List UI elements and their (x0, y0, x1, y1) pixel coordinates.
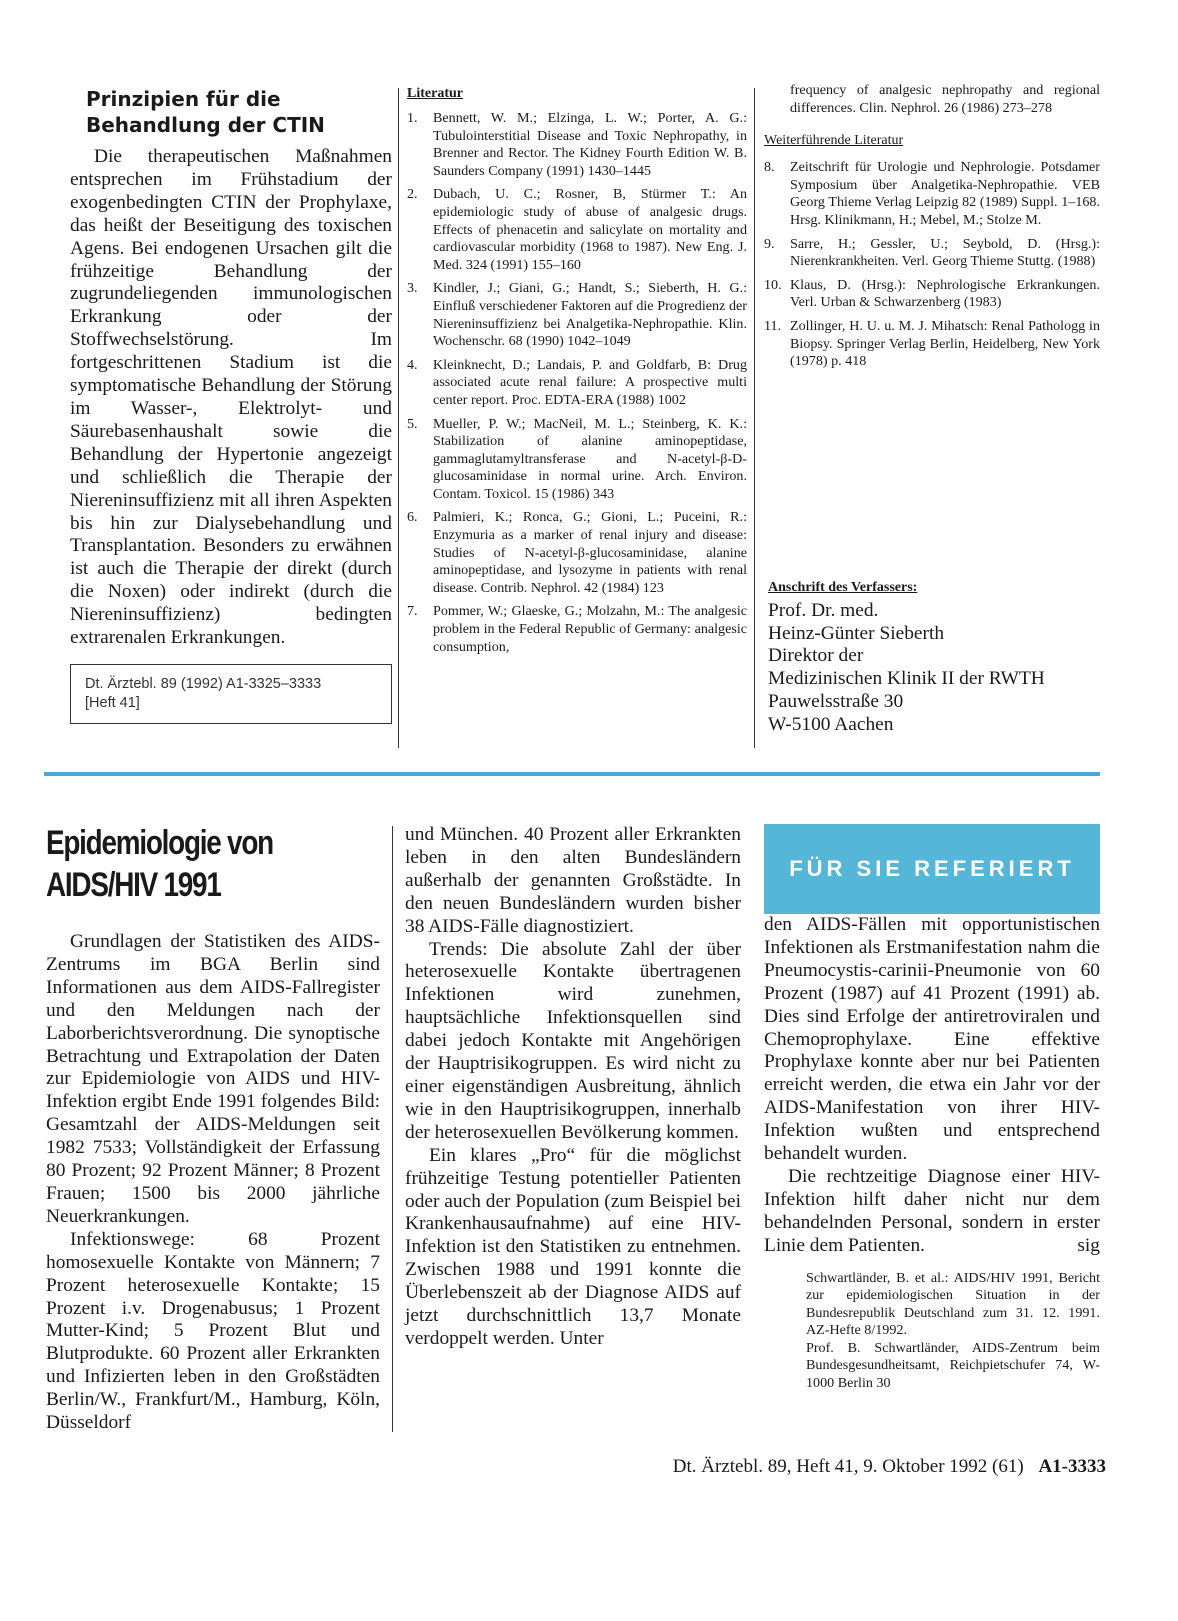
aids-column-2 (405, 824, 741, 1351)
author-address-heading: Anschrift des Verfassers: (768, 580, 918, 595)
reference-text: Zollinger, H. U. u. M. J. Mihatsch: Renal Pathologg in Biopsy. Springer Verlag Berlin, Heidelberg, New York (1978) p. 418 (790, 317, 1100, 370)
reference-number: 5. (407, 415, 418, 432)
column-divider (754, 88, 755, 748)
further-reference-list (764, 159, 1100, 371)
aids-column-1 (46, 822, 380, 1435)
reference-text: Klaus, D. (Hrsg.): Nephrologische Erkrankungen. Verl. Urban & Schwarzenberg (1983) (790, 276, 1100, 311)
column-divider (392, 826, 393, 1432)
aids-paragraph: Ein klares „Pro“ für die möglichst frühzeitige Testung potentieller Patienten oder auch der Population (zum Beispiel bei Krankenhausaufnahme) auf eine HIV-Infektion ist den Statistiken zu entnehmen. Zwischen 1988 und 1991 konnte die Überlebenszeit ab der Diagnose AIDS auf jetzt durchschnittlich 13,7 Monate verdoppelt werden. Unter (405, 1144, 742, 1349)
aids-paragraph: Infektionswege: 68 Prozent homosexuelle Kontakte von Männern; 7 Prozent heterosexuelle Kontakte; 15 Prozent i.v. Drogenabusus; 1 Prozent Mutter-Kind; 5 Prozent Blut und Blutprodukte. 60 Prozent aller Erkrankten und Infizierten leben in den Großstädten Berlin/W., Frankfurt/M., Hamburg, Köln, Düsseldorf (46, 1228, 380, 1434)
reference-item (764, 318, 1100, 371)
reference-item (407, 416, 747, 504)
source-notes (764, 1270, 1100, 1393)
reference-number: 11. (764, 317, 782, 334)
ctin-body: Die therapeutischen Maßnahmen entsprechen im Frühstadium der exogenbedingten CTIN der Prophylaxe, das heißt der Beseitigung des toxischen Agens. Bei endogenen Ursachen gilt die frühzeitige Behandlung der zugrundeliegenden immunologischen Erkrankung oder der Stoffwechselstörung. Im fortgeschrittenen Stadium ist die symptomatische Behandlung der Störung im Wasser-, Elektrolyt- und Säurebasenhaushalt sowie die Behandlung der Hypertonie angezeigt und schließlich die Therapie der Niereninsuffizienz mit all ihren Aspekten bis hin zur Dialysebehandlung und Transplantation. Besonders zu erwähnen ist auch die Therapie der direkt (durch die Noxen) oder indirekt (durch die Niereninsuffizienz) bedingten extrarenalen Erkrankungen. (70, 146, 392, 649)
section-divider (44, 772, 1100, 776)
fuer-sie-referiert-banner (764, 824, 1100, 914)
author-address (768, 580, 1108, 736)
reference-number: 1. (407, 110, 418, 126)
reference-item (407, 357, 747, 410)
reference-item (764, 277, 1100, 312)
author-line: Direktor der (768, 645, 864, 667)
reference-text: Sarre, H.; Gessler, U.; Seybold, D. (Hrsg.): Nierenkrankheiten. Verl. Georg Thieme Stuttg. (1988) (790, 235, 1100, 270)
source-citation: Schwartländer, B. et al.: AIDS/HIV 1991, Bericht zur epidemiologischen Situation in der Bundesrepublik Deutschland zum 31. 12. 1991. AZ-Hefte 8/1992. (806, 1269, 1100, 1339)
author-line: Prof. Dr. med. (768, 600, 879, 621)
reference-number: 10. (764, 276, 782, 293)
reference-number: 2. (407, 186, 418, 203)
reference-item (407, 186, 747, 274)
citation-line1: Dt. Ärztebl. 89 (1992) A1-3325–3333 (85, 675, 322, 692)
column-divider (398, 88, 399, 748)
aids-paragraph: Trends: Die absolute Zahl der über heterosexuelle Kontakte übertragenen Infektionen wird zunehmen, hauptsächliche Infektionsquellen sind dabei jedoch Kontakte mit Angehörigen der Hauptrisikogruppen. Es wird nicht zu einer eigenständigen Ausbreitung, ähnlich wie in den Hauptrisikogruppen, innerhalb der heterosexuellen Bevölkerung kommen. (405, 938, 741, 1143)
reference-number: 4. (407, 356, 418, 373)
reference-number: 9. (764, 235, 775, 252)
aids-paragraph: Grundlagen der Statistiken des AIDS-Zentrums im BGA Berlin sind Informationen aus dem AIDS-Fallregister und den Meldungen nach der Laborberichtsverordnung. Die synoptische Betrachtung und Extrapolation der Daten zur Epidemiologie von AIDS und HIV-Infektion ergibt Ende 1991 folgendes Bild: Gesamtzahl der AIDS-Meldungen seit 1982 7533; Vollständigkeit der Erfassung 80 Prozent; 92 Prozent Männer; 8 Prozent Frauen; 1500 bis 2000 jährliche Neuerkrankungen. (46, 931, 380, 1227)
reference-text: Pommer, W.; Glaeske, G.; Molzahn, M.: The analgesic problem in the Federal Republic of Germany: analgesic consumption, (433, 603, 747, 655)
reference-continuation: frequency of analgesic nephropathy and regional differences. Clin. Nephrol. 26 (1986) 273–278 (790, 82, 1100, 116)
reference-number: 8. (764, 159, 775, 176)
reference-number: 7. (407, 603, 418, 620)
aids-heading-line2: AIDS/HIV 1991 (46, 866, 221, 904)
page-footer (673, 1456, 1106, 1478)
aids-paragraph: Die rechtzeitige Diagnose einer HIV-Infektion hilft daher nicht nur dem behandelnden Personal, sondern in erster Linie dem Patienten. (764, 1165, 1100, 1256)
aids-column-3 (764, 914, 1100, 1393)
reference-number: 3. (407, 280, 418, 297)
ctin-heading: Prinzipien für die Behandlung der CTIN (86, 87, 325, 137)
reference-text: Mueller, P. W.; MacNeil, M. L.; Steinberg, K. K.: Stabilization of alanine aminopeptidase, gammaglutamyltransferase and N-acetyl-β-D-glucosaminidase in normal urine. Arch. Environ. Contam. Toxicol. 15 (1986) 343 (433, 415, 747, 502)
reference-text: Dubach, U. C.; Rosner, B, Stürmer T.: An epidemiologic study of abuse of analgesic drugs. Effects of phenacetin and salicylate on mortality and cardiovascular morbidity (1968 to 1987). New Eng. J. Med. 324 (1991) 155–160 (433, 186, 747, 273)
citation-box (70, 664, 392, 724)
further-literature-heading: Weiterführende Literatur (764, 133, 904, 149)
aids-heading-line1: Epidemiologie von (46, 824, 273, 862)
reference-text: Bennett, W. M.; Elzinga, L. W.; Porter, A. G.: Tubulointerstitial Disease and Toxic Nephropathy, in Brenner and Rector. The Kidney Fourth Edition W. B. Saunders Company (1991) 1430–1445 (433, 110, 747, 179)
author-line: Heinz-Günter Sieberth (768, 622, 945, 644)
reference-number: 6. (407, 509, 418, 526)
reference-item (764, 236, 1100, 271)
reference-text: Kleinknecht, D.; Landais, P. and Goldfarb, B: Drug associated acute renal failure: A prospective multi center report. Proc. EDTA-ERA (1988) 1002 (433, 356, 747, 408)
reference-item (407, 110, 747, 180)
author-line: Pauwelsstraße 30 (768, 690, 904, 712)
reference-item (407, 509, 747, 597)
source-author: Prof. B. Schwartländer, AIDS-Zentrum beim Bundesgesundheitsamt, Reichpietschufer 74, W-1000 Berlin 30 (806, 1339, 1100, 1392)
signature: sig (1077, 1234, 1100, 1256)
footer-text: Dt. Ärztebl. 89, Heft 41, 9. Oktober 1992 (61) (672, 1456, 1024, 1477)
ctin-section (70, 86, 392, 724)
reference-item (407, 603, 747, 656)
banner-text: FÜR SIE REFERIERT (789, 856, 1075, 881)
reference-item (407, 280, 747, 350)
author-line: Medizinischen Klinik II der RWTH (768, 668, 1045, 690)
reference-text: Palmieri, K.; Ronca, G.; Gioni, L.; Puceini, R.: Enzymuria as a marker of renal injury and disease: Studies of N-acetyl-β-glucosaminidase, alanine aminopeptidase, and lysozyme in patients with renal disease. Contrib. Nephrol. 42 (1984) 123 (433, 509, 747, 596)
citation-line2: [Heft 41] (85, 694, 140, 711)
further-literature-section (764, 82, 1100, 377)
aids-paragraph: den AIDS-Fällen mit opportunistischen Infektionen als Erstmanifestation nahm die Pneumocystis-carinii-Pneumonie von 60 Prozent (1987) auf 41 Prozent (1991) ab. Dies sind Erfolge der antiretroviralen und Chemoprophylaxe. Eine effektive Prophylaxe konnte aber nur bei Patienten erreicht werden, die etwa ein Jahr vor der AIDS-Manifestation von ihrer HIV-Infektion wußten und entsprechend behandelt wurden. (764, 914, 1100, 1165)
reference-text: Kindler, J.; Giani, G.; Handt, S.; Sieberth, H. G.: Einfluß verschiedener Faktoren auf die Progredienz der Niereninsuffizienz bei Analgetika-Nephropathie. Klin. Wochenschr. 68 (1990) 1042–1049 (433, 280, 747, 350)
literature-heading: Literatur (407, 86, 463, 101)
literature-section (407, 86, 747, 662)
reference-list (407, 110, 747, 656)
aids-paragraph: und München. 40 Prozent aller Erkrankten leben in den alten Bundesländern außerhalb der genannten Großstädte. In den neuen Bundesländern wurden bisher 38 AIDS-Fälle diagnostiziert. (405, 824, 741, 937)
reference-item (764, 159, 1100, 229)
reference-text: Zeitschrift für Urologie und Nephrologie. Potsdamer Symposium über Analgetika-Nephropathie. VEB Georg Thieme Verlag Leipzig 82 (1989) Suppl. 1–168. Hrsg. Klinikmann, H.; Mebel, M.; Stolze M. (790, 159, 1100, 228)
author-line: W-5100 Aachen (768, 713, 894, 735)
page-number: A1-3333 (1038, 1456, 1106, 1477)
